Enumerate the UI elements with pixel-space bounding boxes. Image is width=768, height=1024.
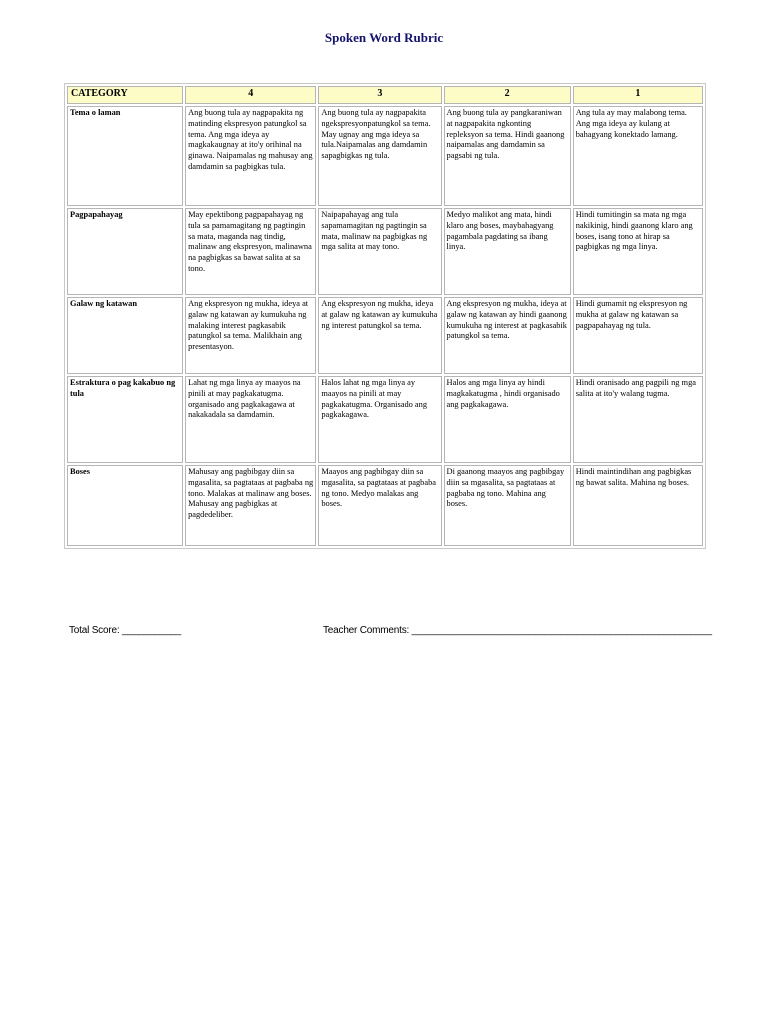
table-row <box>67 106 703 206</box>
criteria-cell: Ang buong tula ay nagpapakita ng matinding ekspresyon patungkol sa tema. Ang mga ideya ay magkakaugnay at ito'y orihinal na ginawa. Naipamalas ng mahusay ang damdamin sa pagbigkas tula. <box>185 106 316 206</box>
criteria-cell: Ang tula ay may malabong tema. Ang mga ideya ay kulang at bahagyang konektado lamang. <box>573 106 703 206</box>
criteria-cell: Hindi gumamit ng ekspresyon ng mukha at galaw ng katawan sa pagpapahayag ng tula. <box>573 297 703 374</box>
criteria-cell: Ang buong tula ay pangkaraniwan at nagpapakita ngkonting repleksyon sa tema. Hindi gaanong naipamalas ang damdamin sa pagsabi ng tula. <box>444 106 571 206</box>
header-score-3: 3 <box>318 86 441 104</box>
criteria-cell: Hindi tumitingin sa mata ng mga nakikinig, hindi gaanong klaro ang boses, isang tono at hirap sa pagbigkas ng mga linya. <box>573 208 703 295</box>
header-score-2: 2 <box>444 86 571 104</box>
category-cell: Estraktura o pag kakabuo ng tula <box>67 376 183 463</box>
teacher-comments-line: Teacher Comments: ________________________________________________________ <box>323 625 712 636</box>
header-score-4: 4 <box>185 86 316 104</box>
rubric-table <box>65 84 705 548</box>
criteria-cell: Naipapahayag ang tula sapamamagitan ng pagtingin sa mata, malinaw na pagbigkas ng mga salita at may tono. <box>318 208 441 295</box>
category-cell: Pagpapahayag <box>67 208 183 295</box>
table-row <box>67 465 703 546</box>
category-cell: Tema o laman <box>67 106 183 206</box>
header-score-1: 1 <box>573 86 703 104</box>
category-cell: Boses <box>67 465 183 546</box>
table-row <box>67 297 703 374</box>
criteria-cell: Halos ang mga linya ay hindi magkakatugma , hindi organisado ang pagkakagawa. <box>444 376 571 463</box>
criteria-cell: Ang ekspresyon ng mukha, ideya at galaw ng katawan ay kumukuha ng interest patungkol sa tema. <box>318 297 441 374</box>
category-cell: Galaw ng katawan <box>67 297 183 374</box>
criteria-cell: Mahusay ang pagbibgay diin sa mgasalita, sa pagtataas at pagbaba ng tono. Malakas at malinaw ang boses. Mahusay ang pagbigkas at pagdedeliber. <box>185 465 316 546</box>
criteria-cell: Medyo malikot ang mata, hindi klaro ang boses, maybahagyang pagambala pagdating sa ibang linya. <box>444 208 571 295</box>
page-title: Spoken Word Rubric <box>324 30 444 45</box>
criteria-cell: Maayos ang pagbibgay diin sa mgasalita, sa pagtataas at pagbaba ng tono. Medyo malakas ang boses. <box>318 465 441 546</box>
criteria-cell: Ang buong tula ay nagpapakita ngekspresyonpatungkol sa tema. May ugnay ang mga ideya sa tula.Naipamalas ang damdamin sapagbigkas ng tula. <box>318 106 441 206</box>
header-category: CATEGORY <box>67 86 183 104</box>
table-row <box>67 208 703 295</box>
criteria-cell: Di gaanong maayos ang pagbibgay diin sa mgasalita, sa pagtataas at pagbaba ng tono. Mahina ang boses. <box>444 465 571 546</box>
criteria-cell: Hindi oranisado ang pagpili ng mga salita at ito'y walang tugma. <box>573 376 703 463</box>
header-row <box>67 86 703 104</box>
criteria-cell: May epektibong pagpapahayag ng tula sa pamamagitang ng pagtingin sa mata, maganda nag tindig, malinaw ang ekspresyon, malinawna na pagbigkas sa bawat salita at sa tono. <box>185 208 316 295</box>
criteria-cell: Hindi maintindihan ang pagbigkas ng bawat salita. Mahina ng boses. <box>573 465 703 546</box>
rubric-table-container <box>64 83 706 549</box>
criteria-cell: Lahat ng mga linya ay maayos na pinili at may pagkakatugma. organisado ang pagkakagawa at nakakadala sa damdamin. <box>185 376 316 463</box>
criteria-cell: Ang ekspresyon ng mukha, ideya at galaw ng katawan ay hindi gaanong kumukuha ng interest at pagkasabik patungkol sa tema. <box>444 297 571 374</box>
criteria-cell: Ang ekspresyon ng mukha, ideya at galaw ng katawan ay kumukuha ng malaking interest pagkasabik patungkol sa tema. Malikhain ang presentasyon. <box>185 297 316 374</box>
criteria-cell: Halos lahat ng mga linya ay maayos na pinili at may pagkakatugma. Organisado ang pagkakagawa. <box>318 376 441 463</box>
total-score-line: Total Score: ___________ <box>69 625 181 636</box>
table-row <box>67 376 703 463</box>
